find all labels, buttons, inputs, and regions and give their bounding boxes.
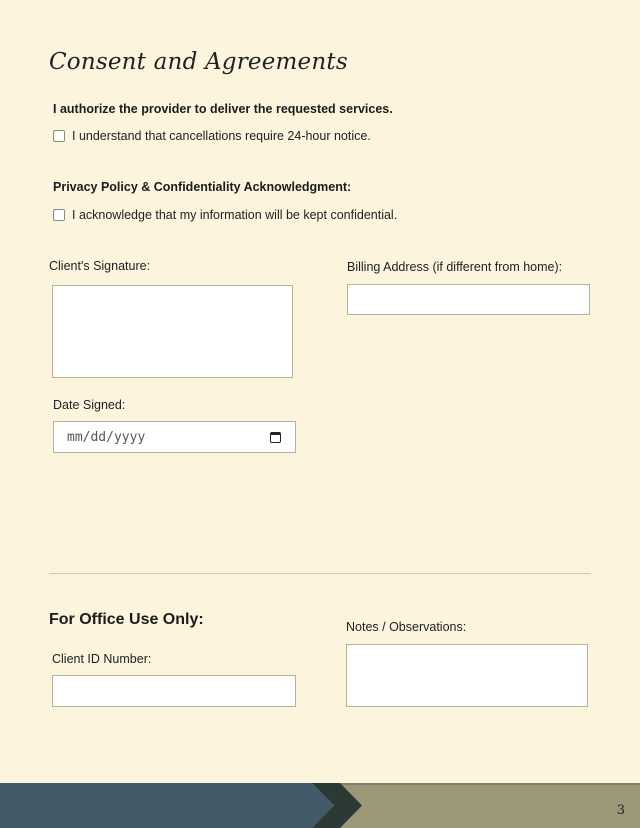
date-signed-label: Date Signed: bbox=[53, 398, 126, 412]
authorize-statement: I authorize the provider to deliver the requested services. bbox=[53, 102, 393, 116]
date-signed-input[interactable] bbox=[53, 421, 296, 453]
cancellation-checkbox-label: I understand that cancellations require 24-hour notice. bbox=[72, 129, 371, 143]
privacy-checkbox-row[interactable] bbox=[53, 208, 397, 222]
billing-address-input[interactable] bbox=[347, 284, 590, 315]
privacy-heading: Privacy Policy & Confidentiality Acknowledgment: bbox=[53, 180, 352, 194]
section-divider bbox=[49, 573, 591, 574]
calendar-icon[interactable] bbox=[270, 432, 281, 443]
privacy-checkbox-label: I acknowledge that my information will be kept confidential. bbox=[72, 208, 398, 222]
footer-chevron-graphic bbox=[0, 783, 640, 828]
signature-field[interactable] bbox=[52, 285, 293, 378]
client-id-input[interactable] bbox=[52, 675, 296, 707]
signature-label: Client's Signature: bbox=[49, 259, 151, 273]
date-placeholder: mm/dd/yyyy bbox=[67, 429, 146, 445]
office-use-heading: For Office Use Only: bbox=[49, 611, 204, 628]
notes-textarea[interactable] bbox=[346, 644, 588, 707]
page-number: 3 bbox=[616, 803, 625, 818]
privacy-checkbox[interactable] bbox=[53, 209, 65, 221]
footer-band bbox=[0, 783, 640, 828]
client-id-label: Client ID Number: bbox=[52, 652, 152, 666]
cancellation-checkbox-row[interactable] bbox=[53, 129, 371, 143]
billing-address-label: Billing Address (if different from home): bbox=[347, 260, 563, 274]
notes-label: Notes / Observations: bbox=[346, 620, 467, 634]
page-title: Consent and Agreements bbox=[49, 49, 348, 75]
cancellation-checkbox[interactable] bbox=[53, 130, 65, 142]
